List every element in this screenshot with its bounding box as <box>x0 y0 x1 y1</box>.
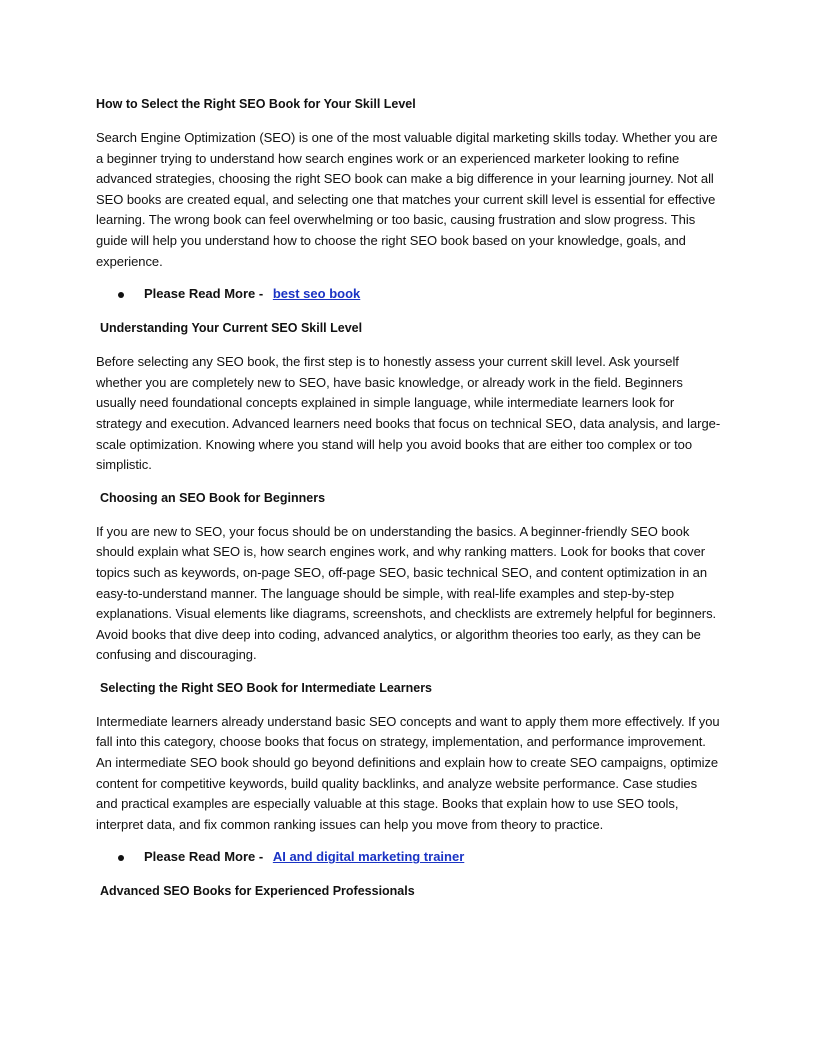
section-heading-advanced: Advanced SEO Books for Experienced Professionals <box>100 884 415 899</box>
bullet-dot-icon <box>118 855 124 861</box>
section-heading-beginners: Choosing an SEO Book for Beginners <box>100 490 326 505</box>
read-more-label: Please Read More - <box>144 849 264 865</box>
read-more-bullet-2 <box>96 847 722 867</box>
document-title: How to Select the Right SEO Book for Your Skill Level <box>96 97 416 111</box>
read-more-bullet-1 <box>96 284 722 304</box>
section-body-beginners: If you are new to SEO, your focus should be on understanding the basics. A beginner-friendly SEO book should explain what SEO is, how search engines work, and why ranking matters. Look for books that cover topics such as keywords, on-page SEO, off-page SEO, basic technical SEO, and content optimization in an easy-to-understand manner. The language should be simple, with real-life examples and step-by-step explanations. Visual elements like diagrams, screenshots, and checklists are extremely helpful for beginners. Avoid books that dive deep into coding, advanced analytics, or algorithm theories too early, as they can be confusing and discouraging. <box>96 523 717 663</box>
section-body-skill-level: Before selecting any SEO book, the first step is to honestly assess your current skill level. Ask yourself whether you are completely new to SEO, have basic knowledge, or already work in the field. Beginners usually need foundational concepts explained in simple language, while intermediate learners look for strategy and execution. Advanced learners need books that focus on technical SEO, data analysis, and large-scale optimization. Knowing where you stand will help you avoid books that are either too complex or too simplistic. <box>96 354 721 473</box>
bullet-dot-icon <box>118 292 124 298</box>
section-body-intermediate: Intermediate learners already understand basic SEO concepts and want to apply them more effectively. If you fall into this category, choose books that focus on strategy, implementation, and performance improvement. An intermediate SEO book should go beyond definitions and explain how to create SEO campaigns, optimize content for competitive keywords, build quality backlinks, and analyze website performance. Case studies and practical examples are especially valuable at this stage. Books that explain how to use SEO tools, interpret data, and fix common ranking issues can help you move from theory to practice. <box>96 713 720 832</box>
document-page <box>96 94 722 915</box>
intro-paragraph: Search Engine Optimization (SEO) is one of the most valuable digital marketing skills today. Whether you are a beginner trying to understand how search engines work or an experienced marketer looking to refine advanced strategies, choosing the right SEO book can make a big difference in your learning journey. Not all SEO books are created equal, and selecting one that matches your current skill level is essential for effective learning. The wrong book can feel overwhelming or too basic, causing frustration and slow progress. This guide will help you understand how to choose the right SEO book based on your knowledge, goals, and experience. <box>96 130 718 269</box>
read-more-label: Please Read More - <box>144 286 264 302</box>
section-heading-skill-level: Understanding Your Current SEO Skill Level <box>100 321 363 336</box>
section-heading-intermediate: Selecting the Right SEO Book for Intermediate Learners <box>100 680 433 695</box>
best-seo-book-link[interactable]: best seo book <box>272 286 361 302</box>
ai-digital-marketing-trainer-link[interactable]: AI and digital marketing trainer <box>272 849 465 865</box>
